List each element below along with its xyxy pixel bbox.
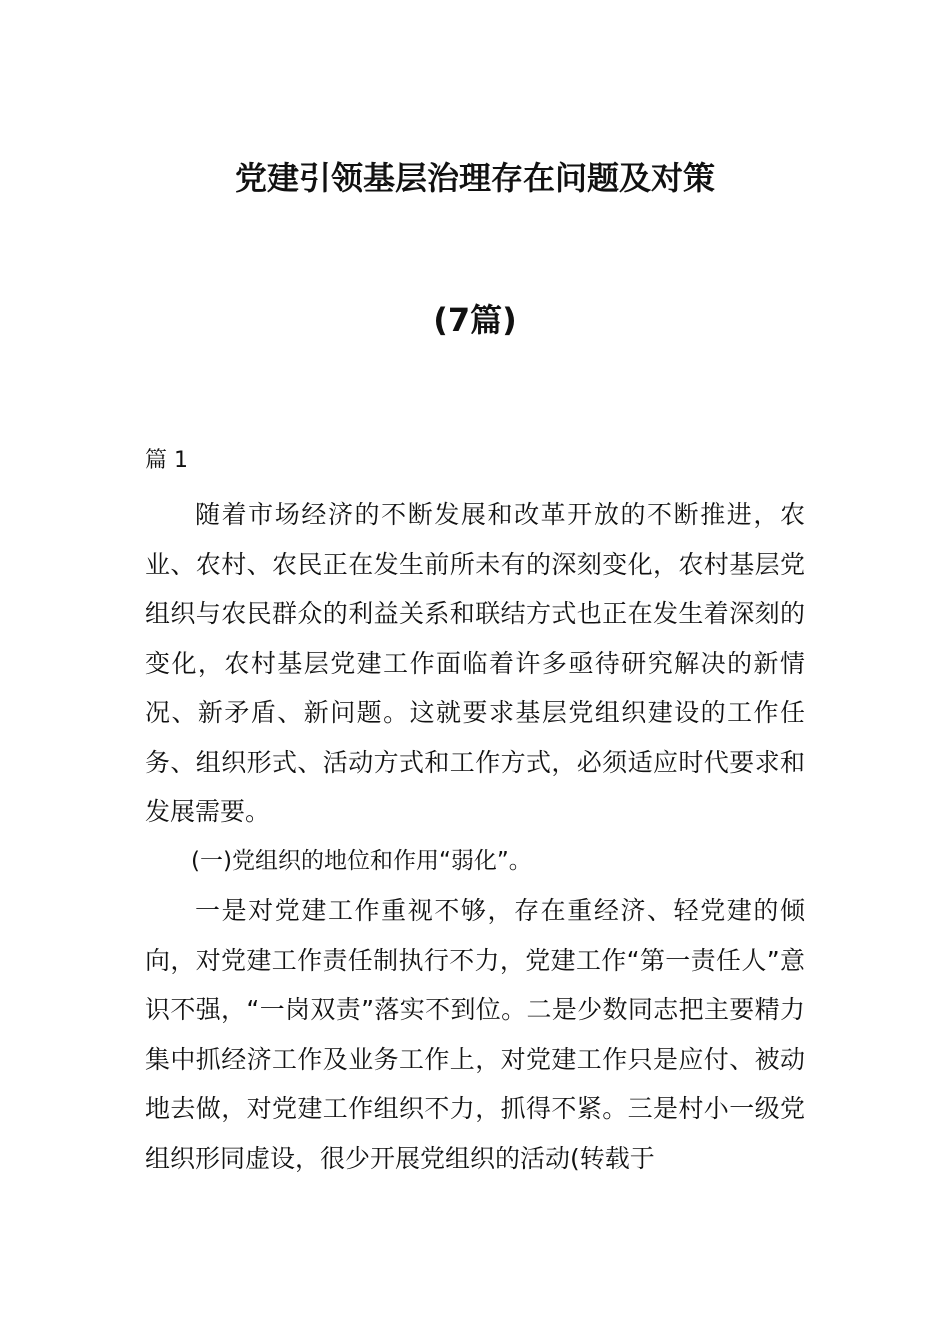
body-paragraph: 一是对党建工作重视不够，存在重经济、轻党建的倾向，对党建工作责任制执行不力，党建工作“第一责任人”意识不强，“一岗双责”落实不到位。二是少数同志把主要精力集中抓经济工作及业务工作上，对党建工作只是应付、被动地去做，对党建工作组织不力，抓得不紧。三是村小一级党组织形同虚设，很少开展党组织的活动(转载于 [145, 896, 805, 1173]
document-title: 党建引领基层治理存在问题及对策 [234, 159, 715, 197]
section-label: 篇 1 [145, 448, 188, 473]
body-paragraph: 随着市场经济的不断发展和改革开放的不断推进，农业、农村、农民正在发生前所未有的深刻变化，农村基层党组织与农民群众的利益关系和联结方式也正在发生着深刻的变化，农村基层党建工作面临着许多亟待研究解决的新情况、新矛盾、新问题。这就要求基层党组织建设的工作任务、组织形式、活动方式和工作方式，必须适应时代要求和发展需要。 [145, 500, 805, 826]
document-body [145, 490, 805, 1183]
document-subtitle: (7篇) [433, 301, 517, 339]
section-heading: (一)党组织的地位和作用“弱化”。 [191, 847, 532, 874]
